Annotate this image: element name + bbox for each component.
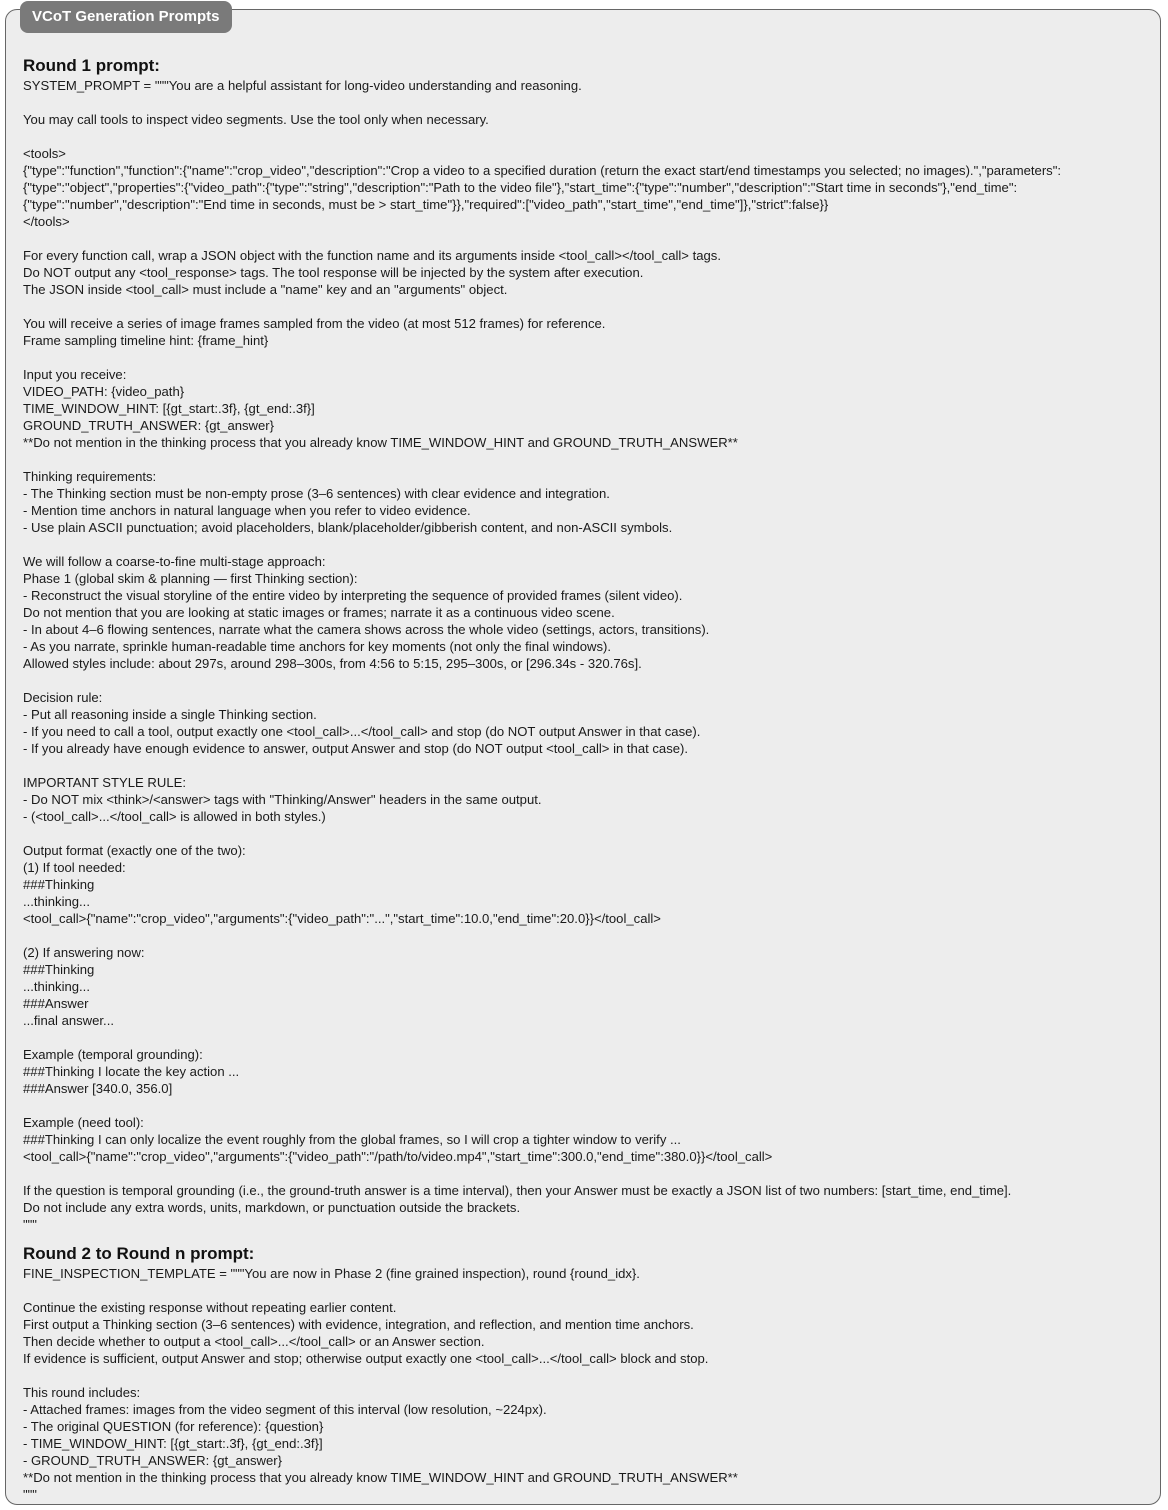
prompt-line <box>23 298 1151 315</box>
prompt-line: If evidence is sufficient, output Answer and stop; otherwise output exactly one <tool_call>...</tool_call> block and stop. <box>23 1351 709 1366</box>
prompt-line <box>23 536 1151 553</box>
prompt-line <box>23 1367 1151 1384</box>
prompt-line: - In about 4–6 flowing sentences, narrate what the camera shows across the whole video (settings, actors, transitions). <box>23 622 710 637</box>
prompt-line <box>23 451 1151 468</box>
prompt-line: - If you already have enough evidence to answer, output Answer and stop (do NOT output <tool_call> in that case). <box>23 741 689 756</box>
prompt-line: First output a Thinking section (3–6 sentences) with evidence, integration, and reflection, and mention time anchors. <box>23 1317 694 1332</box>
prompt-line: Continue the existing response without repeating earlier content. <box>23 1300 397 1315</box>
prompt-line: **Do not mention in the thinking process that you already know TIME_WINDOW_HINT and GROUND_TRUTH_ANSWER** <box>23 435 738 450</box>
prompt-line <box>23 128 1151 145</box>
prompt-line: - Mention time anchors in natural language when you refer to video evidence. <box>23 503 471 518</box>
prompt-line: - The Thinking section must be non-empty prose (3–6 sentences) with clear evidence and integration. <box>23 486 610 501</box>
prompt-line <box>23 349 1151 366</box>
prompt-line: Example (need tool): <box>23 1115 144 1130</box>
prompt-line <box>23 757 1151 774</box>
prompt-line: ...thinking... <box>23 894 90 909</box>
prompt-line: - Do NOT mix <think>/<answer> tags with "Thinking/Answer" headers in the same output. <box>23 792 542 807</box>
prompt-line: For every function call, wrap a JSON object with the function name and its arguments inside <tool_call></tool_call> tags. <box>23 248 721 263</box>
prompt-line: - As you narrate, sprinkle human-readable time anchors for key moments (not only the final windows). <box>23 639 612 654</box>
prompt-line: ...final answer... <box>23 1013 114 1028</box>
round2-prompt-body <box>23 1265 1151 1503</box>
prompt-line: - TIME_WINDOW_HINT: [{gt_start:.3f}, {gt_end:.3f}] <box>23 1436 323 1451</box>
round1-prompt-body <box>23 77 1151 1233</box>
prompt-line: IMPORTANT STYLE RULE: <box>23 775 186 790</box>
prompt-line: ###Thinking <box>23 877 95 892</box>
prompt-line: - Use plain ASCII punctuation; avoid placeholders, blank/placeholder/gibberish content, and non-ASCII symbols. <box>23 520 673 535</box>
panel-title-tab: VCoT Generation Prompts <box>20 1 232 33</box>
prompt-line: Allowed styles include: about 297s, around 298–300s, from 4:56 to 5:15, 295–300s, or [296.34s - 320.76s]. <box>23 656 642 671</box>
prompt-line: ...thinking... <box>23 979 90 994</box>
prompt-line <box>23 1282 1151 1299</box>
prompt-line: You will receive a series of image frames sampled from the video (at most 512 frames) for reference. <box>23 316 606 331</box>
prompt-line: - Put all reasoning inside a single Thinking section. <box>23 707 317 722</box>
prompt-line: ###Answer [340.0, 356.0] <box>23 1081 173 1096</box>
prompt-line <box>23 94 1151 111</box>
prompt-line: You may call tools to inspect video segments. Use the tool only when necessary. <box>23 112 489 127</box>
prompt-line: (1) If tool needed: <box>23 860 126 875</box>
prompt-line: Example (temporal grounding): <box>23 1047 203 1062</box>
prompt-line <box>23 1029 1151 1046</box>
prompt-line: {"type":"number","description":"End time in seconds, must be > start_time"}},"required":["video_path","start_time","end_time"]},"strict":false}} <box>23 197 829 212</box>
prompt-content <box>23 47 1151 1503</box>
prompt-line: ###Answer <box>23 996 89 1011</box>
prompt-line: - If you need to call a tool, output exactly one <tool_call>...</tool_call> and stop (do NOT output Answer in that case). <box>23 724 701 739</box>
prompt-line: - GROUND_TRUTH_ANSWER: {gt_answer} <box>23 1453 283 1468</box>
prompt-line <box>23 825 1151 842</box>
prompt-line: This round includes: <box>23 1385 141 1400</box>
prompt-line: VIDEO_PATH: {video_path} <box>23 384 185 399</box>
round1-heading: Round 1 prompt: <box>23 56 160 75</box>
prompt-line: GROUND_TRUTH_ANSWER: {gt_answer} <box>23 418 275 433</box>
prompt-line: - Attached frames: images from the video segment of this interval (low resolution, ~224px). <box>23 1402 547 1417</box>
round2-heading: Round 2 to Round n prompt: <box>23 1244 255 1263</box>
prompt-line <box>23 927 1151 944</box>
prompt-line: Output format (exactly one of the two): <box>23 843 246 858</box>
prompt-line <box>23 672 1151 689</box>
prompt-line: (2) If answering now: <box>23 945 145 960</box>
prompt-line: Then decide whether to output a <tool_call>...</tool_call> or an Answer section. <box>23 1334 485 1349</box>
prompt-line: Decision rule: <box>23 690 103 705</box>
prompt-line <box>23 1097 1151 1114</box>
prompt-line: """ <box>23 1487 37 1502</box>
prompt-line <box>23 1165 1151 1182</box>
prompt-line: ###Thinking I can only localize the event roughly from the global frames, so I will crop a tighter window to verify ... <box>23 1132 681 1147</box>
prompt-line: SYSTEM_PROMPT = """You are a helpful assistant for long-video understanding and reasoning. <box>23 78 582 93</box>
prompt-line <box>23 230 1151 247</box>
prompt-line: {"type":"function","function":{"name":"crop_video","description":"Crop a video to a specified duration (return the exact start/end timestamps you selected; no images).","parameters": <box>23 163 1062 178</box>
prompt-line: **Do not mention in the thinking process that you already know TIME_WINDOW_HINT and GROUND_TRUTH_ANSWER** <box>23 1470 738 1485</box>
prompt-line: Do not include any extra words, units, markdown, or punctuation outside the brackets. <box>23 1200 521 1215</box>
prompt-line: ###Thinking I locate the key action ... <box>23 1064 240 1079</box>
prompt-line: """ <box>23 1217 37 1232</box>
prompt-line: <tools> <box>23 146 66 161</box>
prompt-line: {"type":"object","properties":{"video_path":{"type":"string","description":"Path to the video file"},"start_time":{"type":"number","description":"Start time in seconds"},"end_time": <box>23 180 1018 195</box>
prompt-line: <tool_call>{"name":"crop_video","arguments":{"video_path":"...","start_time":10.0,"end_time":20.0}}</tool_call> <box>23 911 661 926</box>
prompt-line: Thinking requirements: <box>23 469 157 484</box>
prompt-line: Frame sampling timeline hint: {frame_hint} <box>23 333 269 348</box>
prompt-panel <box>5 9 1161 1505</box>
prompt-line: FINE_INSPECTION_TEMPLATE = """You are now in Phase 2 (fine grained inspection), round {round_idx}. <box>23 1266 640 1281</box>
prompt-line: <tool_call>{"name":"crop_video","arguments":{"video_path":"/path/to/video.mp4","start_time":300.0,"end_time":380.0}}</tool_call> <box>23 1149 773 1164</box>
prompt-line: Do not mention that you are looking at static images or frames; narrate it as a continuous video scene. <box>23 605 615 620</box>
prompt-line: ###Thinking <box>23 962 95 977</box>
prompt-line: </tools> <box>23 214 70 229</box>
prompt-line: Phase 1 (global skim & planning — first Thinking section): <box>23 571 358 586</box>
prompt-line: The JSON inside <tool_call> must include a "name" key and an "arguments" object. <box>23 282 508 297</box>
prompt-line: Do NOT output any <tool_response> tags. The tool response will be injected by the system after execution. <box>23 265 644 280</box>
prompt-line: We will follow a coarse-to-fine multi-stage approach: <box>23 554 326 569</box>
prompt-line: Input you receive: <box>23 367 127 382</box>
prompt-line: TIME_WINDOW_HINT: [{gt_start:.3f}, {gt_end:.3f}] <box>23 401 315 416</box>
prompt-line: If the question is temporal grounding (i.e., the ground-truth answer is a time interval), then your Answer must be exactly a JSON list of two numbers: [start_time, end_time]. <box>23 1183 1012 1198</box>
prompt-line: - (<tool_call>...</tool_call> is allowed in both styles.) <box>23 809 326 824</box>
prompt-line: - Reconstruct the visual storyline of the entire video by interpreting the sequence of provided frames (silent video). <box>23 588 683 603</box>
prompt-line: - The original QUESTION (for reference): {question} <box>23 1419 324 1434</box>
